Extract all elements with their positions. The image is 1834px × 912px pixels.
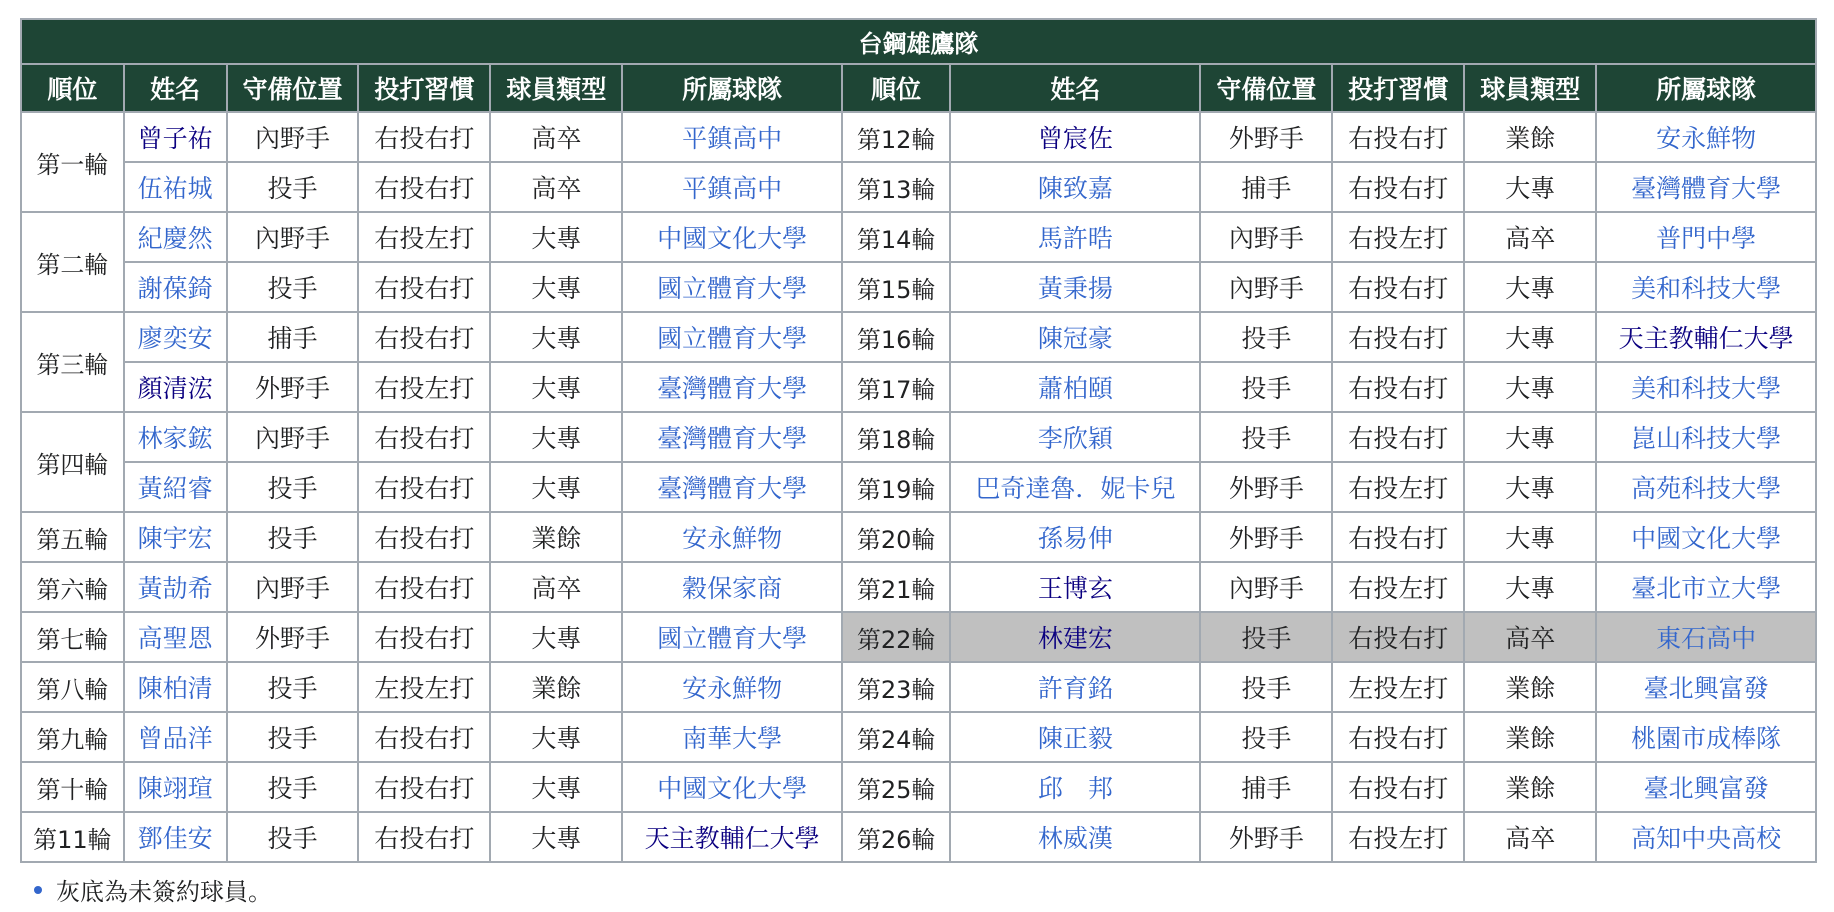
player-name-link[interactable]: 林家鋐	[124, 412, 227, 462]
player-name-link[interactable]: 廖奕安	[124, 312, 227, 362]
table-row	[21, 462, 1816, 512]
round-cell: 第21輪	[842, 562, 951, 612]
team-link[interactable]: 桃園市成棒隊	[1596, 712, 1816, 762]
hand-cell: 左投左打	[1332, 662, 1464, 712]
player-name-link[interactable]: 馬許晧	[950, 212, 1200, 262]
position-cell: 投手	[1200, 312, 1332, 362]
type-cell: 高卒	[490, 562, 622, 612]
team-link[interactable]: 安永鮮物	[1596, 112, 1816, 162]
table-row	[21, 112, 1816, 162]
header-position: 守備位置	[1200, 64, 1332, 112]
position-cell: 外野手	[1200, 112, 1332, 162]
type-cell: 大專	[490, 412, 622, 462]
hand-cell: 右投右打	[1332, 112, 1464, 162]
round-cell: 第19輪	[842, 462, 951, 512]
position-cell: 捕手	[227, 312, 359, 362]
player-name-link[interactable]: 許育銘	[950, 662, 1200, 712]
table-row	[21, 412, 1816, 462]
hand-cell: 右投左打	[358, 362, 490, 412]
team-link[interactable]: 安永鮮物	[622, 512, 842, 562]
player-name-link[interactable]: 伍祐城	[124, 162, 227, 212]
round-cell: 第十輪	[21, 762, 124, 812]
footnote	[34, 872, 272, 907]
player-name-link[interactable]: 謝葆錡	[124, 262, 227, 312]
position-cell: 投手	[1200, 362, 1332, 412]
table-row	[21, 162, 1816, 212]
table-row	[21, 662, 1816, 712]
table-row	[21, 812, 1816, 862]
team-link[interactable]: 臺灣體育大學	[622, 462, 842, 512]
round-cell: 第16輪	[842, 312, 951, 362]
type-cell: 大專	[490, 362, 622, 412]
draft-table	[20, 18, 1817, 863]
position-cell: 投手	[227, 462, 359, 512]
team-link[interactable]: 南華大學	[622, 712, 842, 762]
type-cell: 大專	[1464, 162, 1596, 212]
hand-cell: 右投右打	[1332, 162, 1464, 212]
position-cell: 外野手	[227, 362, 359, 412]
type-cell: 大專	[490, 212, 622, 262]
round-cell: 第12輪	[842, 112, 951, 162]
header-hand: 投打習慣	[358, 64, 490, 112]
team-link[interactable]: 中國文化大學	[622, 762, 842, 812]
team-link[interactable]: 國立體育大學	[622, 262, 842, 312]
round-cell: 第七輪	[21, 612, 124, 662]
type-cell: 高卒	[490, 112, 622, 162]
position-cell: 投手	[227, 662, 359, 712]
player-name-link[interactable]: 曾子祐	[124, 112, 227, 162]
position-cell: 內野手	[1200, 562, 1332, 612]
team-link[interactable]: 臺灣體育大學	[1596, 162, 1816, 212]
hand-cell: 右投左打	[358, 212, 490, 262]
hand-cell: 右投右打	[358, 562, 490, 612]
player-name-link[interactable]: 李欣穎	[950, 412, 1200, 462]
round-cell: 第22輪	[842, 612, 951, 662]
position-cell: 投手	[227, 712, 359, 762]
position-cell: 投手	[227, 812, 359, 862]
round-cell: 第13輪	[842, 162, 951, 212]
team-link[interactable]: 安永鮮物	[622, 662, 842, 712]
header-type: 球員類型	[1464, 64, 1596, 112]
type-cell: 大專	[1464, 462, 1596, 512]
hand-cell: 右投右打	[358, 112, 490, 162]
team-link[interactable]: 臺灣體育大學	[622, 362, 842, 412]
round-cell: 第14輪	[842, 212, 951, 262]
player-name-link[interactable]: 孫易伸	[950, 512, 1200, 562]
hand-cell: 右投右打	[358, 512, 490, 562]
hand-cell: 右投右打	[1332, 512, 1464, 562]
table-row	[21, 612, 1816, 662]
position-cell: 內野手	[1200, 212, 1332, 262]
team-link[interactable]: 中國文化大學	[1596, 512, 1816, 562]
team-link[interactable]: 國立體育大學	[622, 312, 842, 362]
player-name-link[interactable]: 黃劼希	[124, 562, 227, 612]
type-cell: 大專	[1464, 262, 1596, 312]
hand-cell: 右投右打	[358, 312, 490, 362]
table-row	[21, 562, 1816, 612]
player-name-link[interactable]: 紀慶然	[124, 212, 227, 262]
hand-cell: 右投右打	[1332, 712, 1464, 762]
position-cell: 外野手	[1200, 512, 1332, 562]
type-cell: 高卒	[1464, 812, 1596, 862]
hand-cell: 右投右打	[1332, 762, 1464, 812]
round-cell: 第20輪	[842, 512, 951, 562]
team-link[interactable]: 天主教輔仁大學	[1596, 312, 1816, 362]
team-link[interactable]: 美和科技大學	[1596, 262, 1816, 312]
round-cell: 第26輪	[842, 812, 951, 862]
round-cell: 第五輪	[21, 512, 124, 562]
header-type: 球員類型	[490, 64, 622, 112]
round-cell: 第一輪	[21, 112, 124, 212]
type-cell: 業餘	[1464, 112, 1596, 162]
type-cell: 大專	[490, 712, 622, 762]
player-name-link[interactable]: 巴奇達魯．妮卡兒	[950, 462, 1200, 512]
position-cell: 投手	[1200, 412, 1332, 462]
player-name-link[interactable]: 顏清浤	[124, 362, 227, 412]
player-name-link[interactable]: 陳冠豪	[950, 312, 1200, 362]
team-link[interactable]: 美和科技大學	[1596, 362, 1816, 412]
table-row	[21, 762, 1816, 812]
player-name-link[interactable]: 曾宸佐	[950, 112, 1200, 162]
team-link[interactable]: 高知中央高校	[1596, 812, 1816, 862]
team-link[interactable]: 臺北興富發	[1596, 762, 1816, 812]
round-cell: 第四輪	[21, 412, 124, 512]
header-round: 順位	[21, 64, 124, 112]
team-link[interactable]: 臺北興富發	[1596, 662, 1816, 712]
header-name: 姓名	[950, 64, 1200, 112]
table-row	[21, 212, 1816, 262]
team-link[interactable]: 臺北市立大學	[1596, 562, 1816, 612]
player-name-link[interactable]: 黃紹睿	[124, 462, 227, 512]
hand-cell: 右投右打	[358, 262, 490, 312]
player-name-link[interactable]: 林建宏	[950, 612, 1200, 662]
header-name: 姓名	[124, 64, 227, 112]
type-cell: 業餘	[1464, 662, 1596, 712]
position-cell: 捕手	[1200, 162, 1332, 212]
type-cell: 大專	[490, 762, 622, 812]
round-cell: 第11輪	[21, 812, 124, 862]
hand-cell: 右投右打	[1332, 612, 1464, 662]
hand-cell: 右投右打	[358, 712, 490, 762]
type-cell: 高卒	[1464, 612, 1596, 662]
table-title: 台鋼雄鷹隊	[21, 19, 1816, 64]
player-name-link[interactable]: 曾品洋	[124, 712, 227, 762]
hand-cell: 右投右打	[358, 612, 490, 662]
table-row	[21, 712, 1816, 762]
type-cell: 大專	[1464, 362, 1596, 412]
table-row	[21, 362, 1816, 412]
player-name-link[interactable]: 陳柏清	[124, 662, 227, 712]
team-link[interactable]: 中國文化大學	[622, 212, 842, 262]
player-name-link[interactable]: 高聖恩	[124, 612, 227, 662]
type-cell: 大專	[490, 312, 622, 362]
player-name-link[interactable]: 陳致嘉	[950, 162, 1200, 212]
team-link[interactable]: 國立體育大學	[622, 612, 842, 662]
header-team: 所屬球隊	[1596, 64, 1816, 112]
hand-cell: 右投左打	[1332, 462, 1464, 512]
type-cell: 高卒	[490, 162, 622, 212]
type-cell: 業餘	[490, 662, 622, 712]
round-cell: 第24輪	[842, 712, 951, 762]
footnote-text: 灰底為未簽約球員。	[56, 878, 272, 906]
team-link[interactable]: 天主教輔仁大學	[622, 812, 842, 862]
header-hand: 投打習慣	[1332, 64, 1464, 112]
type-cell: 業餘	[490, 512, 622, 562]
type-cell: 業餘	[1464, 762, 1596, 812]
hand-cell: 右投右打	[1332, 362, 1464, 412]
round-cell: 第九輪	[21, 712, 124, 762]
position-cell: 投手	[227, 262, 359, 312]
header-position: 守備位置	[227, 64, 359, 112]
position-cell: 投手	[227, 512, 359, 562]
round-cell: 第二輪	[21, 212, 124, 312]
hand-cell: 右投右打	[1332, 412, 1464, 462]
team-link[interactable]: 普門中學	[1596, 212, 1816, 262]
player-name-link[interactable]: 王博玄	[950, 562, 1200, 612]
player-name-link[interactable]: 黃秉揚	[950, 262, 1200, 312]
position-cell: 捕手	[1200, 762, 1332, 812]
position-cell: 投手	[1200, 612, 1332, 662]
player-name-link[interactable]: 蕭柏頤	[950, 362, 1200, 412]
bullet-icon	[34, 886, 42, 894]
type-cell: 高卒	[1464, 212, 1596, 262]
type-cell: 大專	[490, 612, 622, 662]
round-cell: 第六輪	[21, 562, 124, 612]
hand-cell: 右投右打	[1332, 312, 1464, 362]
player-name-link[interactable]: 林威漢	[950, 812, 1200, 862]
header-team: 所屬球隊	[622, 64, 842, 112]
player-name-link[interactable]: 陳宇宏	[124, 512, 227, 562]
header-round: 順位	[842, 64, 951, 112]
type-cell: 大專	[1464, 562, 1596, 612]
table-row	[21, 512, 1816, 562]
round-cell: 第三輪	[21, 312, 124, 412]
position-cell: 投手	[1200, 662, 1332, 712]
position-cell: 內野手	[1200, 262, 1332, 312]
round-cell: 第15輪	[842, 262, 951, 312]
team-link[interactable]: 平鎮高中	[622, 162, 842, 212]
team-link[interactable]: 崑山科技大學	[1596, 412, 1816, 462]
type-cell: 大專	[490, 462, 622, 512]
type-cell: 業餘	[1464, 712, 1596, 762]
type-cell: 大專	[490, 812, 622, 862]
hand-cell: 右投右打	[358, 162, 490, 212]
team-link[interactable]: 臺灣體育大學	[622, 412, 842, 462]
type-cell: 大專	[1464, 412, 1596, 462]
hand-cell: 右投右打	[358, 462, 490, 512]
hand-cell: 右投右打	[1332, 262, 1464, 312]
hand-cell: 右投右打	[358, 412, 490, 462]
position-cell: 內野手	[227, 412, 359, 462]
team-link[interactable]: 平鎮高中	[622, 112, 842, 162]
hand-cell: 左投左打	[358, 662, 490, 712]
round-cell: 第23輪	[842, 662, 951, 712]
position-cell: 外野手	[227, 612, 359, 662]
team-link[interactable]: 高苑科技大學	[1596, 462, 1816, 512]
position-cell: 投手	[1200, 712, 1332, 762]
position-cell: 內野手	[227, 562, 359, 612]
type-cell: 大專	[1464, 512, 1596, 562]
round-cell: 第八輪	[21, 662, 124, 712]
table-row	[21, 312, 1816, 362]
round-cell: 第17輪	[842, 362, 951, 412]
team-link[interactable]: 東石高中	[1596, 612, 1816, 662]
player-name-link[interactable]: 鄧佳安	[124, 812, 227, 862]
hand-cell: 右投右打	[358, 812, 490, 862]
position-cell: 投手	[227, 762, 359, 812]
round-cell: 第18輪	[842, 412, 951, 462]
player-name-link[interactable]: 陳翊瑄	[124, 762, 227, 812]
round-cell: 第25輪	[842, 762, 951, 812]
table-row	[21, 262, 1816, 312]
player-name-link[interactable]: 邱 邦	[950, 762, 1200, 812]
position-cell: 外野手	[1200, 812, 1332, 862]
position-cell: 外野手	[1200, 462, 1332, 512]
position-cell: 內野手	[227, 112, 359, 162]
type-cell: 大專	[490, 262, 622, 312]
hand-cell: 右投左打	[1332, 562, 1464, 612]
hand-cell: 右投左打	[1332, 212, 1464, 262]
position-cell: 投手	[227, 162, 359, 212]
type-cell: 大專	[1464, 312, 1596, 362]
team-link[interactable]: 穀保家商	[622, 562, 842, 612]
position-cell: 內野手	[227, 212, 359, 262]
hand-cell: 右投左打	[1332, 812, 1464, 862]
player-name-link[interactable]: 陳正毅	[950, 712, 1200, 762]
hand-cell: 右投右打	[358, 762, 490, 812]
